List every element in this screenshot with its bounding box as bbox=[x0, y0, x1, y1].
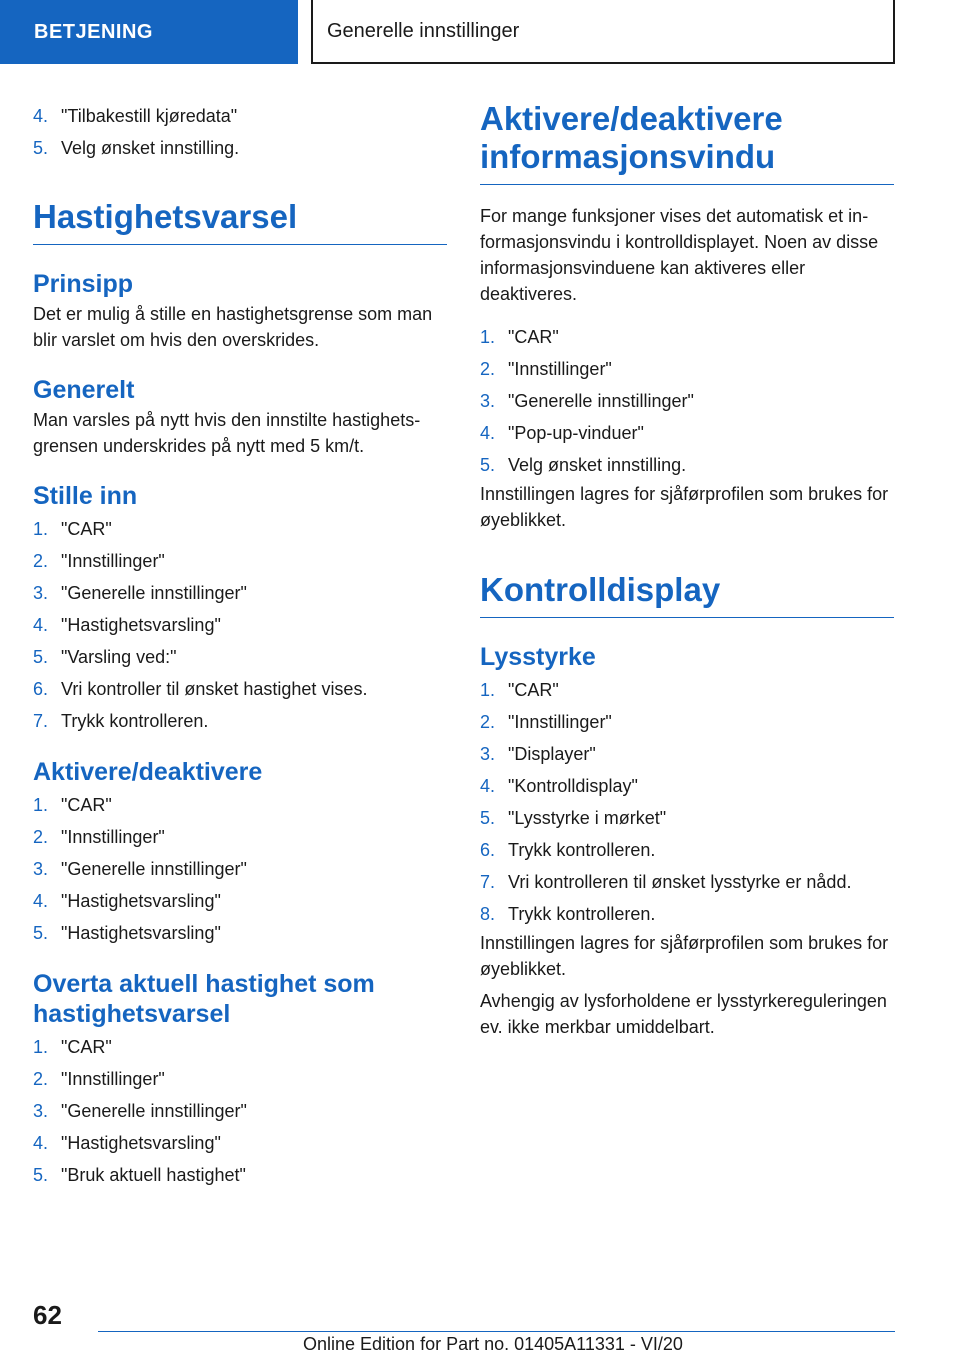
list-item bbox=[33, 1095, 447, 1127]
step-text: "Bruk aktuell hastighet" bbox=[61, 1165, 246, 1185]
step-number: 6. bbox=[33, 679, 49, 699]
step-text: "Generelle innstillinger" bbox=[508, 391, 694, 411]
list-item bbox=[480, 834, 894, 866]
subsection-heading: Prinsipp bbox=[33, 270, 134, 298]
list-item bbox=[33, 1127, 447, 1159]
step-number: 7. bbox=[33, 711, 49, 731]
paragraph: Man varsles på nytt hvis den innstilte hastighetsgrensen underskrides på nytt med 5 km/t. bbox=[33, 410, 421, 456]
subsection-heading: Aktivere/deaktivere bbox=[33, 758, 263, 786]
subsection-heading: Stille inn bbox=[33, 482, 138, 510]
step-number: 1. bbox=[33, 795, 49, 815]
step-number: 5. bbox=[33, 138, 49, 158]
paragraph: Avhengig av lysforholdene er lysstyrkereguleringen ev. ikke merkbar umiddelbart. bbox=[480, 991, 887, 1037]
list-item bbox=[480, 674, 894, 706]
header-section-label: BETJENING bbox=[34, 20, 153, 43]
step-list bbox=[33, 1031, 447, 1191]
step-number: 4. bbox=[33, 891, 49, 911]
step-list bbox=[33, 100, 447, 164]
step-number: 4. bbox=[480, 776, 496, 796]
step-text: "Hastighetsvarsling" bbox=[61, 615, 221, 635]
list-item bbox=[33, 789, 447, 821]
step-text: "Lysstyrke i mørket" bbox=[508, 808, 667, 828]
list-item bbox=[480, 866, 894, 898]
step-number: 1. bbox=[33, 519, 49, 539]
list-item bbox=[480, 898, 894, 930]
step-text: "Varsling ved:" bbox=[61, 647, 177, 667]
list-item bbox=[480, 770, 894, 802]
step-text: "Kontrolldisplay" bbox=[508, 776, 638, 796]
list-item bbox=[33, 705, 447, 737]
step-text: "Generelle innstillinger" bbox=[61, 583, 247, 603]
step-number: 5. bbox=[33, 1165, 49, 1185]
list-item bbox=[480, 417, 894, 449]
step-text: "Innstillinger" bbox=[61, 1069, 165, 1089]
list-item bbox=[33, 513, 447, 545]
section-heading: Kontrolldisplay bbox=[480, 571, 894, 618]
step-number: 5. bbox=[33, 923, 49, 943]
step-number: 4. bbox=[33, 106, 49, 126]
step-text: Vri kontrolleren til ønsket lysstyrke er nådd. bbox=[508, 872, 852, 892]
step-text: "Innstillinger" bbox=[61, 551, 165, 571]
list-item bbox=[33, 1159, 447, 1191]
list-item bbox=[480, 449, 894, 481]
step-number: 7. bbox=[480, 872, 496, 892]
step-list bbox=[33, 789, 447, 949]
step-list bbox=[480, 321, 894, 481]
list-item bbox=[480, 802, 894, 834]
list-item bbox=[33, 1063, 447, 1095]
step-text: Trykk kontrolleren. bbox=[508, 904, 656, 924]
list-item bbox=[33, 821, 447, 853]
step-number: 4. bbox=[33, 615, 49, 635]
paragraph: For mange funksjoner vises det automatisk et informasjonsvindu i kontrolldisplayet. Noen av disse informasjonsvinduene kan aktiveres eller deaktiveres. bbox=[480, 206, 879, 304]
list-item bbox=[33, 1031, 447, 1063]
step-number: 2. bbox=[480, 359, 496, 379]
step-text: "CAR" bbox=[61, 795, 112, 815]
list-item bbox=[33, 100, 447, 132]
list-item bbox=[33, 577, 447, 609]
step-text: "Tilbakestill kjøredata" bbox=[61, 106, 238, 126]
list-item bbox=[33, 641, 447, 673]
paragraph: Innstillingen lagres for sjåførprofilen som brukes for øyeblikket. bbox=[480, 933, 889, 979]
step-number: 2. bbox=[480, 712, 496, 732]
subsection-heading: Generelt bbox=[33, 376, 135, 404]
step-number: 1. bbox=[480, 680, 496, 700]
subsection-heading: Overta aktuell hastighet som hastighetsvarsel bbox=[33, 970, 375, 1028]
step-number: 2. bbox=[33, 551, 49, 571]
step-text: "Pop-up-vinduer" bbox=[508, 423, 644, 443]
step-number: 6. bbox=[480, 840, 496, 860]
left-column bbox=[33, 100, 447, 1191]
step-text: Velg ønsket innstilling. bbox=[61, 138, 240, 158]
step-text: "CAR" bbox=[508, 680, 559, 700]
right-column bbox=[480, 100, 894, 1040]
step-text: "Hastighetsvarsling" bbox=[61, 891, 221, 911]
section-heading: Hastighetsvarsel bbox=[33, 198, 447, 245]
step-text: Vri kontroller til ønsket hastighet vises. bbox=[61, 679, 368, 699]
step-text: "Generelle innstillinger" bbox=[61, 1101, 247, 1121]
step-text: Velg ønsket innstilling. bbox=[508, 455, 687, 475]
step-text: "Displayer" bbox=[508, 744, 596, 764]
list-item bbox=[480, 706, 894, 738]
list-item bbox=[480, 385, 894, 417]
step-list bbox=[480, 674, 894, 930]
list-item bbox=[480, 738, 894, 770]
header-chapter-label: Generelle innstillinger bbox=[327, 19, 520, 42]
step-number: 8. bbox=[480, 904, 496, 924]
step-number: 3. bbox=[480, 744, 496, 764]
step-text: "CAR" bbox=[61, 1037, 112, 1057]
step-number: 4. bbox=[480, 423, 496, 443]
paragraph: Det er mulig å stille en hastighetsgrense som man blir varslet om hvis den overskrides. bbox=[33, 304, 433, 350]
step-number: 4. bbox=[33, 1133, 49, 1153]
list-item bbox=[480, 321, 894, 353]
step-text: "Innstillinger" bbox=[508, 712, 612, 732]
step-number: 5. bbox=[480, 808, 496, 828]
step-text: "Innstillinger" bbox=[61, 827, 165, 847]
step-number: 3. bbox=[480, 391, 496, 411]
step-number: 2. bbox=[33, 1069, 49, 1089]
step-text: "Innstillinger" bbox=[508, 359, 612, 379]
paragraph: Innstillingen lagres for sjåførprofilen som brukes for øyeblikket. bbox=[480, 484, 889, 530]
step-text: Trykk kontrolleren. bbox=[508, 840, 656, 860]
step-number: 5. bbox=[33, 647, 49, 667]
header-section bbox=[0, 0, 298, 64]
subsection-heading: Lysstyrke bbox=[480, 643, 596, 671]
list-item bbox=[33, 853, 447, 885]
footer-divider bbox=[98, 1331, 895, 1332]
step-list bbox=[33, 513, 447, 737]
list-item bbox=[33, 609, 447, 641]
step-number: 5. bbox=[480, 455, 496, 475]
list-item bbox=[33, 917, 447, 949]
list-item bbox=[33, 885, 447, 917]
list-item bbox=[33, 545, 447, 577]
header-chapter bbox=[311, 0, 895, 64]
list-item bbox=[33, 132, 447, 164]
step-number: 2. bbox=[33, 827, 49, 847]
footer-edition: Online Edition for Part no. 01405A11331 - VI/20 bbox=[303, 1334, 683, 1354]
step-text: "Hastighetsvarsling" bbox=[61, 923, 221, 943]
step-text: "CAR" bbox=[61, 519, 112, 539]
step-text: "Generelle innstillinger" bbox=[61, 859, 247, 879]
step-number: 3. bbox=[33, 583, 49, 603]
section-heading: Aktivere/deaktivere informasjonsvindu bbox=[480, 100, 894, 185]
list-item bbox=[480, 353, 894, 385]
page-number: 62 bbox=[33, 1300, 62, 1330]
step-text: "Hastighetsvarsling" bbox=[61, 1133, 221, 1153]
step-number: 3. bbox=[33, 1101, 49, 1121]
step-text: "CAR" bbox=[508, 327, 559, 347]
step-number: 3. bbox=[33, 859, 49, 879]
step-text: Trykk kontrolleren. bbox=[61, 711, 209, 731]
step-number: 1. bbox=[33, 1037, 49, 1057]
step-number: 1. bbox=[480, 327, 496, 347]
list-item bbox=[33, 673, 447, 705]
